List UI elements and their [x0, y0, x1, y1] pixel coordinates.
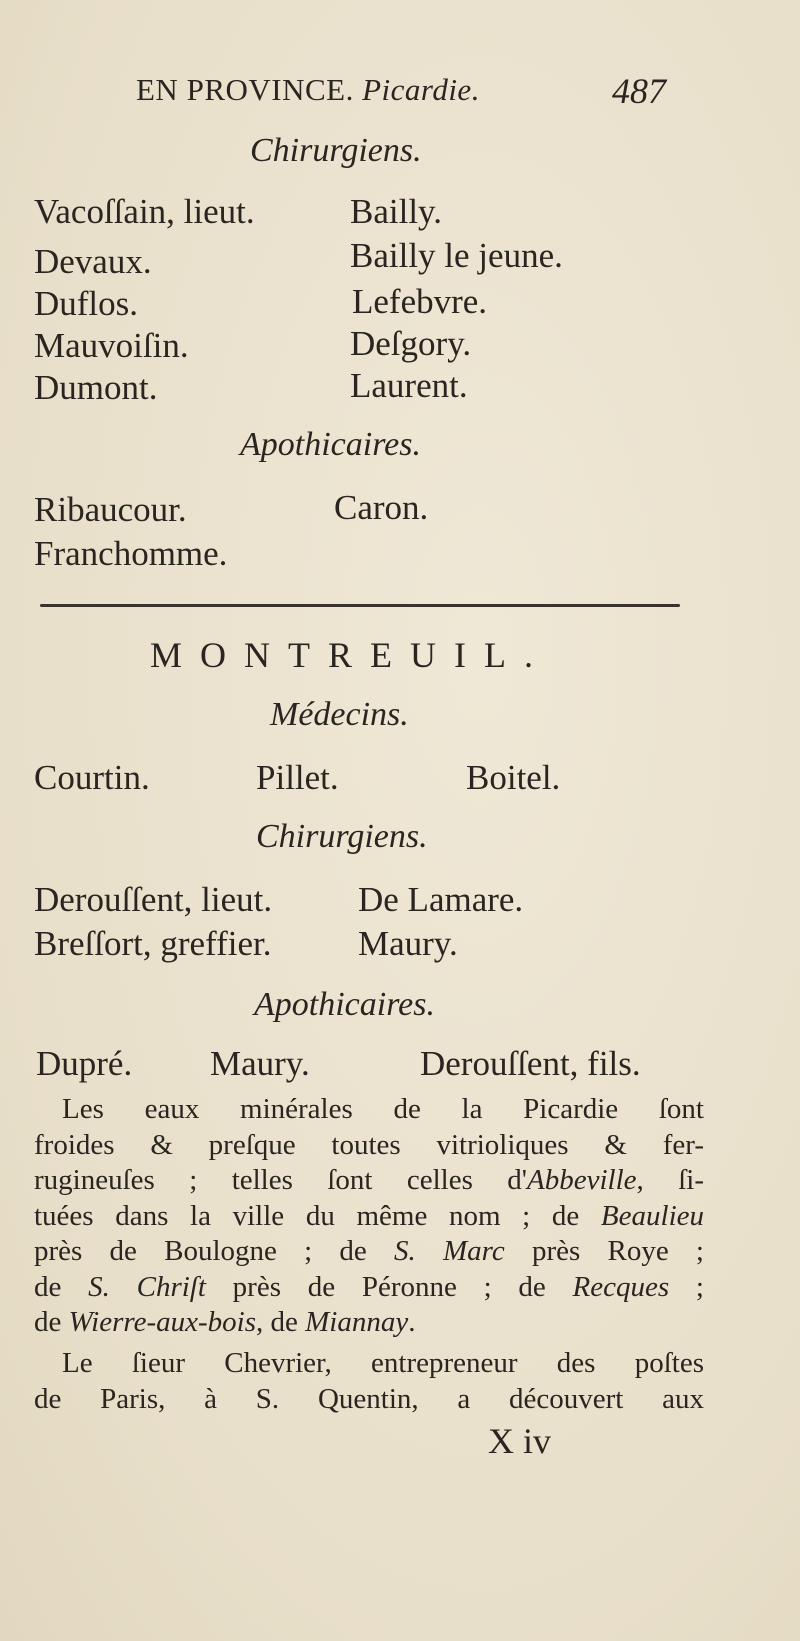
list-item: Lefebvre.	[352, 282, 488, 321]
paragraph-line: de Wierre-aux-bois, de Miannay.	[34, 1306, 416, 1338]
list-item: Maury.	[358, 924, 458, 963]
list-item: Laurent.	[350, 366, 468, 405]
place-name: Recques	[572, 1270, 670, 1303]
list-item: Maury.	[210, 1044, 310, 1083]
running-title-region: Picardie.	[362, 72, 480, 107]
paragraph-mineral-waters	[34, 1092, 704, 1341]
list-item: Derouſſent, lieut.	[34, 880, 273, 919]
list-item: Pillet.	[256, 758, 339, 797]
place-name: S. Chriſt	[88, 1270, 206, 1303]
list-item: Breſſort, greffier.	[34, 924, 272, 963]
list-item: De Lamare.	[358, 880, 524, 919]
paragraph-line: près de Boulogne ; de S. Marc près Roye ;	[34, 1235, 704, 1267]
place-name: Miannay	[305, 1306, 409, 1338]
list-item: Bailly le jeune.	[350, 236, 563, 275]
page-number: 487	[612, 71, 666, 111]
chirurgiens-heading: Chirurgiens.	[250, 132, 422, 169]
list-item: Devaux.	[34, 242, 152, 281]
place-name: Wierre-aux-bois	[68, 1306, 257, 1338]
place-name: Beaulieu	[600, 1199, 704, 1232]
paragraph-line: de S. Chriſt près de Péronne ; de Recques ;	[34, 1270, 704, 1303]
apothicaires-heading: Apothicaires.	[240, 426, 421, 463]
list-item: Boitel.	[466, 758, 561, 797]
list-item: Bailly.	[350, 192, 443, 231]
list-item: Ribaucour.	[34, 490, 187, 529]
list-item: Vacoſſain, lieut.	[34, 192, 255, 231]
paragraph-line: de Paris, à S. Quentin, a découvert aux	[34, 1382, 704, 1415]
signature-mark: X iv	[488, 1421, 551, 1461]
medecins-heading: Médecins.	[270, 696, 409, 733]
paragraph-chevrier	[34, 1346, 704, 1417]
apothicaires-heading: Apothicaires.	[254, 986, 435, 1023]
list-item: Duflos.	[34, 284, 139, 323]
list-item: Franchomme.	[34, 534, 228, 573]
place-name: S. Marc	[394, 1235, 505, 1267]
place-name: Abbeville	[527, 1164, 637, 1196]
chirurgiens-heading: Chirurgiens.	[256, 818, 428, 855]
paragraph-line: Les eaux minérales de la Picardie ſont	[62, 1093, 704, 1125]
list-item: Derouſſent, fils.	[420, 1044, 641, 1083]
town-heading: MONTREUIL.	[150, 635, 551, 675]
running-header	[136, 72, 480, 108]
list-item: Caron.	[334, 488, 429, 527]
list-item: Dupré.	[36, 1044, 133, 1083]
paragraph-line: froides & preſque toutes vitrioliques & fer-	[34, 1128, 704, 1161]
list-item: Dumont.	[34, 368, 158, 407]
list-item: Courtin.	[34, 758, 150, 797]
running-title-prefix: EN PROVINCE.	[136, 72, 354, 107]
section-divider	[40, 604, 680, 607]
paragraph-line: Le ſieur Chevrier, entrepreneur des poſtes	[62, 1347, 704, 1379]
list-item: Mauvoiſin.	[34, 326, 189, 365]
paragraph-line: rugineuſes ; telles ſont celles d'Abbeville, ſi-	[34, 1164, 704, 1196]
list-item: Deſgory.	[350, 324, 472, 363]
paragraph-line: tuées dans la ville du même nom ; de Beaulieu	[34, 1199, 704, 1232]
